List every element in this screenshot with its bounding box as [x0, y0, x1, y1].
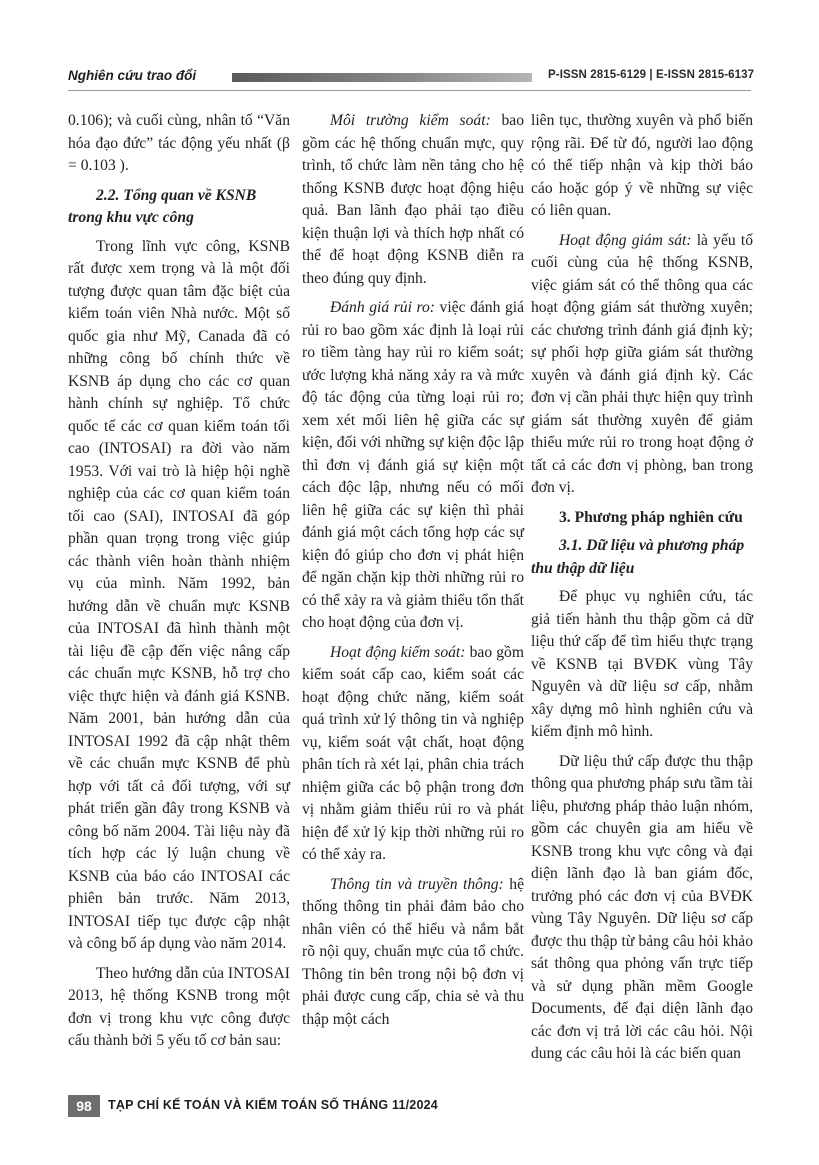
section-heading: 3. Phương pháp nghiên cứu: [559, 508, 743, 526]
paragraph-body: là yếu tố cuối cùng của hệ thống KSNB, việc giám sát có thể thông qua các hoạt động giám sát thường xuyên; các chương trình đánh giá định kỳ; sự phối hợp giữa giám sát thường xuyên và đánh giá định kỳ. Các đơn vị cần phải thực hiện quy trình giám sát thường xuyên để giảm thiểu mức rủi ro trong hoạt động ở tất cả các đơn vị phòng, ban trong đơn vị.: [531, 231, 753, 496]
paragraph: [302, 642, 524, 867]
page-number: 98: [68, 1095, 100, 1117]
journal-name: TẠP CHÍ KẾ TOÁN VÀ KIỂM TOÁN SỐ THÁNG 11/2024: [108, 1098, 438, 1112]
issn-label: P-ISSN 2815-6129 | E-ISSN 2815-6137: [548, 69, 755, 81]
paragraph-lead: Hoạt động giám sát:: [559, 231, 692, 249]
paragraph: [302, 110, 524, 290]
column-2: [302, 110, 524, 1038]
section-title: Nghiên cứu trao đổi: [68, 68, 197, 83]
running-footer: [0, 1095, 819, 1117]
column-3: [531, 110, 753, 1073]
column-1: [68, 110, 290, 1060]
paragraph: Trong lĩnh vực công, KSNB rất được xem trọng và là một đối tượng được quan tâm đặc biệt của kiểm toán viên Nhà nước. Một số quốc gia như Mỹ, Canada đã có những công bố chính thức về KSNB áp dụng cho các cơ quan hành chính sự nghiệp. Tổ chức quốc tế các cơ quan kiểm toán tối cao (INTOSAI) ra đời vào năm 1953. Với vai trò là hiệp hội nghề nghiệp của các cơ quan kiểm toán tối cao (SAI), INTOSAI đã góp phần quan trọng trong việc giúp các thành viên hoàn thành nhiệm vụ của mình. Năm 1992, bản hướng dẫn về chuẩn mực KSNB của INTOSAI đã hình thành một tài liệu đề cập đến việc nâng cấp các chuẩn mực KSNB, hỗ trợ cho việc thực hiện và đánh giá KSNB. Năm 2001, bản hướng dẫn của INTOSAI 1992 đã cập nhật thêm về các chuẩn mực KSNB để phù hợp với tất cả đối tượng, với sự phát triển gần đây trong KSNB và công bố năm 2004. Tài liệu này đã tích hợp các lý luận chung về KSNB của báo cáo INTOSAI các phiên bản trước. Năm 2013, INTOSAI tiếp tục được cập nhật và công bố áp dụng vào năm 2014.: [68, 237, 290, 952]
paragraph-lead: Hoạt động kiểm soát:: [330, 643, 466, 661]
paragraph: Để phục vụ nghiên cứu, tác giả tiến hành thu thập gồm cả dữ liệu thứ cấp để tìm hiểu thực trạng về KSNB tại BVĐK vùng Tây Nguyên và dữ liệu sơ cấp, nhằm xây dựng mô hình nghiên cứu và kiểm định mô hình.: [531, 588, 753, 740]
running-header: [0, 66, 819, 90]
paragraph-lead: Môi trường kiểm soát:: [330, 112, 491, 129]
paragraph-lead: Thông tin và truyền thông:: [330, 875, 504, 893]
section-heading: 2.2. Tổng quan về KSNB trong khu vực công: [68, 186, 257, 226]
paragraph: [302, 297, 524, 635]
paragraph-body: bao gồm các hệ thống chuẩn mực, quy trình, tổ chức làm nền tảng cho hệ thống KSNB được hoạt động hiệu quả. Ban lãnh đạo phải tạo điều kiện thuận lợi và thích hợp nhất có thể để hoạt động KSNB diễn ra theo đúng quy định.: [302, 112, 524, 287]
paragraph-lead: Đánh giá rủi ro:: [330, 299, 435, 316]
paragraph: liên tục, thường xuyên và phổ biến rộng rãi. Để từ đó, người lao động có thể tiếp nhận và kịp thời báo cáo hoặc góp ý về những sự việc có liên quan.: [531, 112, 753, 219]
paragraph: Dữ liệu thứ cấp được thu thập thông qua phương pháp sưu tầm tài liệu, phương pháp thảo luận nhóm, gồm các chuyên gia am hiểu về KSNB trong khu vực công và đại diện lãnh đạo là ban giám đốc, trưởng phó các đơn vị của BVĐK vùng Tây Nguyên. Dữ liệu sơ cấp được thu thập từ bảng câu hỏi khảo sát thông qua phỏng vấn trực tiếp và sử dụng phần mềm Google Documents, để đại diện lãnh đạo các đơn vị trả lời các câu hỏi. Nội dung các câu hỏi là các biến quan: [531, 752, 753, 1062]
paragraph-body: việc đánh giá rủi ro bao gồm xác định là loại rủi ro tiềm tàng hay rủi ro kiểm soát; ước lượng khả năng xảy ra và mức độ tác động của từng loại rủi ro; xem xét mối liên hệ giữa các sự kiện, đối với những sự kiện độc lập thì đơn vị đánh giá sự kiện một cách độc lập, nhưng nếu có mối liên hệ giữa các sự kiện thì phải đánh giá một cách tổng hợp các sự kiện đó giúp cho đơn vị phát hiện để ngăn chặn kịp thời những rủi ro có thể xảy ra và giảm thiểu tổn thất cho hoạt động của đơn vị.: [302, 299, 525, 631]
header-rule: [68, 90, 751, 91]
paragraph: [302, 874, 524, 1032]
paragraph: 0.106); và cuối cùng, nhân tố “Văn hóa đạo đức” tác động yếu nhất (β = 0.103 ).: [68, 112, 290, 174]
subsection-heading: 3.1. Dữ liệu và phương pháp thu thập dữ liệu: [531, 537, 745, 577]
header-bar: [232, 73, 532, 82]
paragraph-body: hệ thống thông tin phải đảm bảo cho nhân viên có thể hiểu và nắm bắt rõ nội quy, chuẩn mực của tổ chức. Thông tin bên trong nội bộ đơn vị phải được cung cấp, chia sẻ và thu thập một cách: [302, 875, 524, 1028]
paragraph: [531, 230, 753, 500]
paragraph: Theo hướng dẫn của INTOSAI 2013, hệ thống KSNB trong một đơn vị trong khu vực công được cấu thành bởi 5 yếu tố cơ bản sau:: [68, 964, 290, 1049]
paragraph-body: bao gồm kiểm soát cấp cao, kiểm soát các hoạt động chức năng, kiểm soát quá trình xử lý thông tin và nghiệp vụ, kiểm soát vật chất, hoạt động phân tích rà xét lại, phân chia trách nhiệm giữa các bộ phận trong đơn vị nhằm giảm thiểu rủi ro và phát hiện để xử lý kịp thời những rủi ro có thể xảy ra.: [302, 643, 524, 863]
